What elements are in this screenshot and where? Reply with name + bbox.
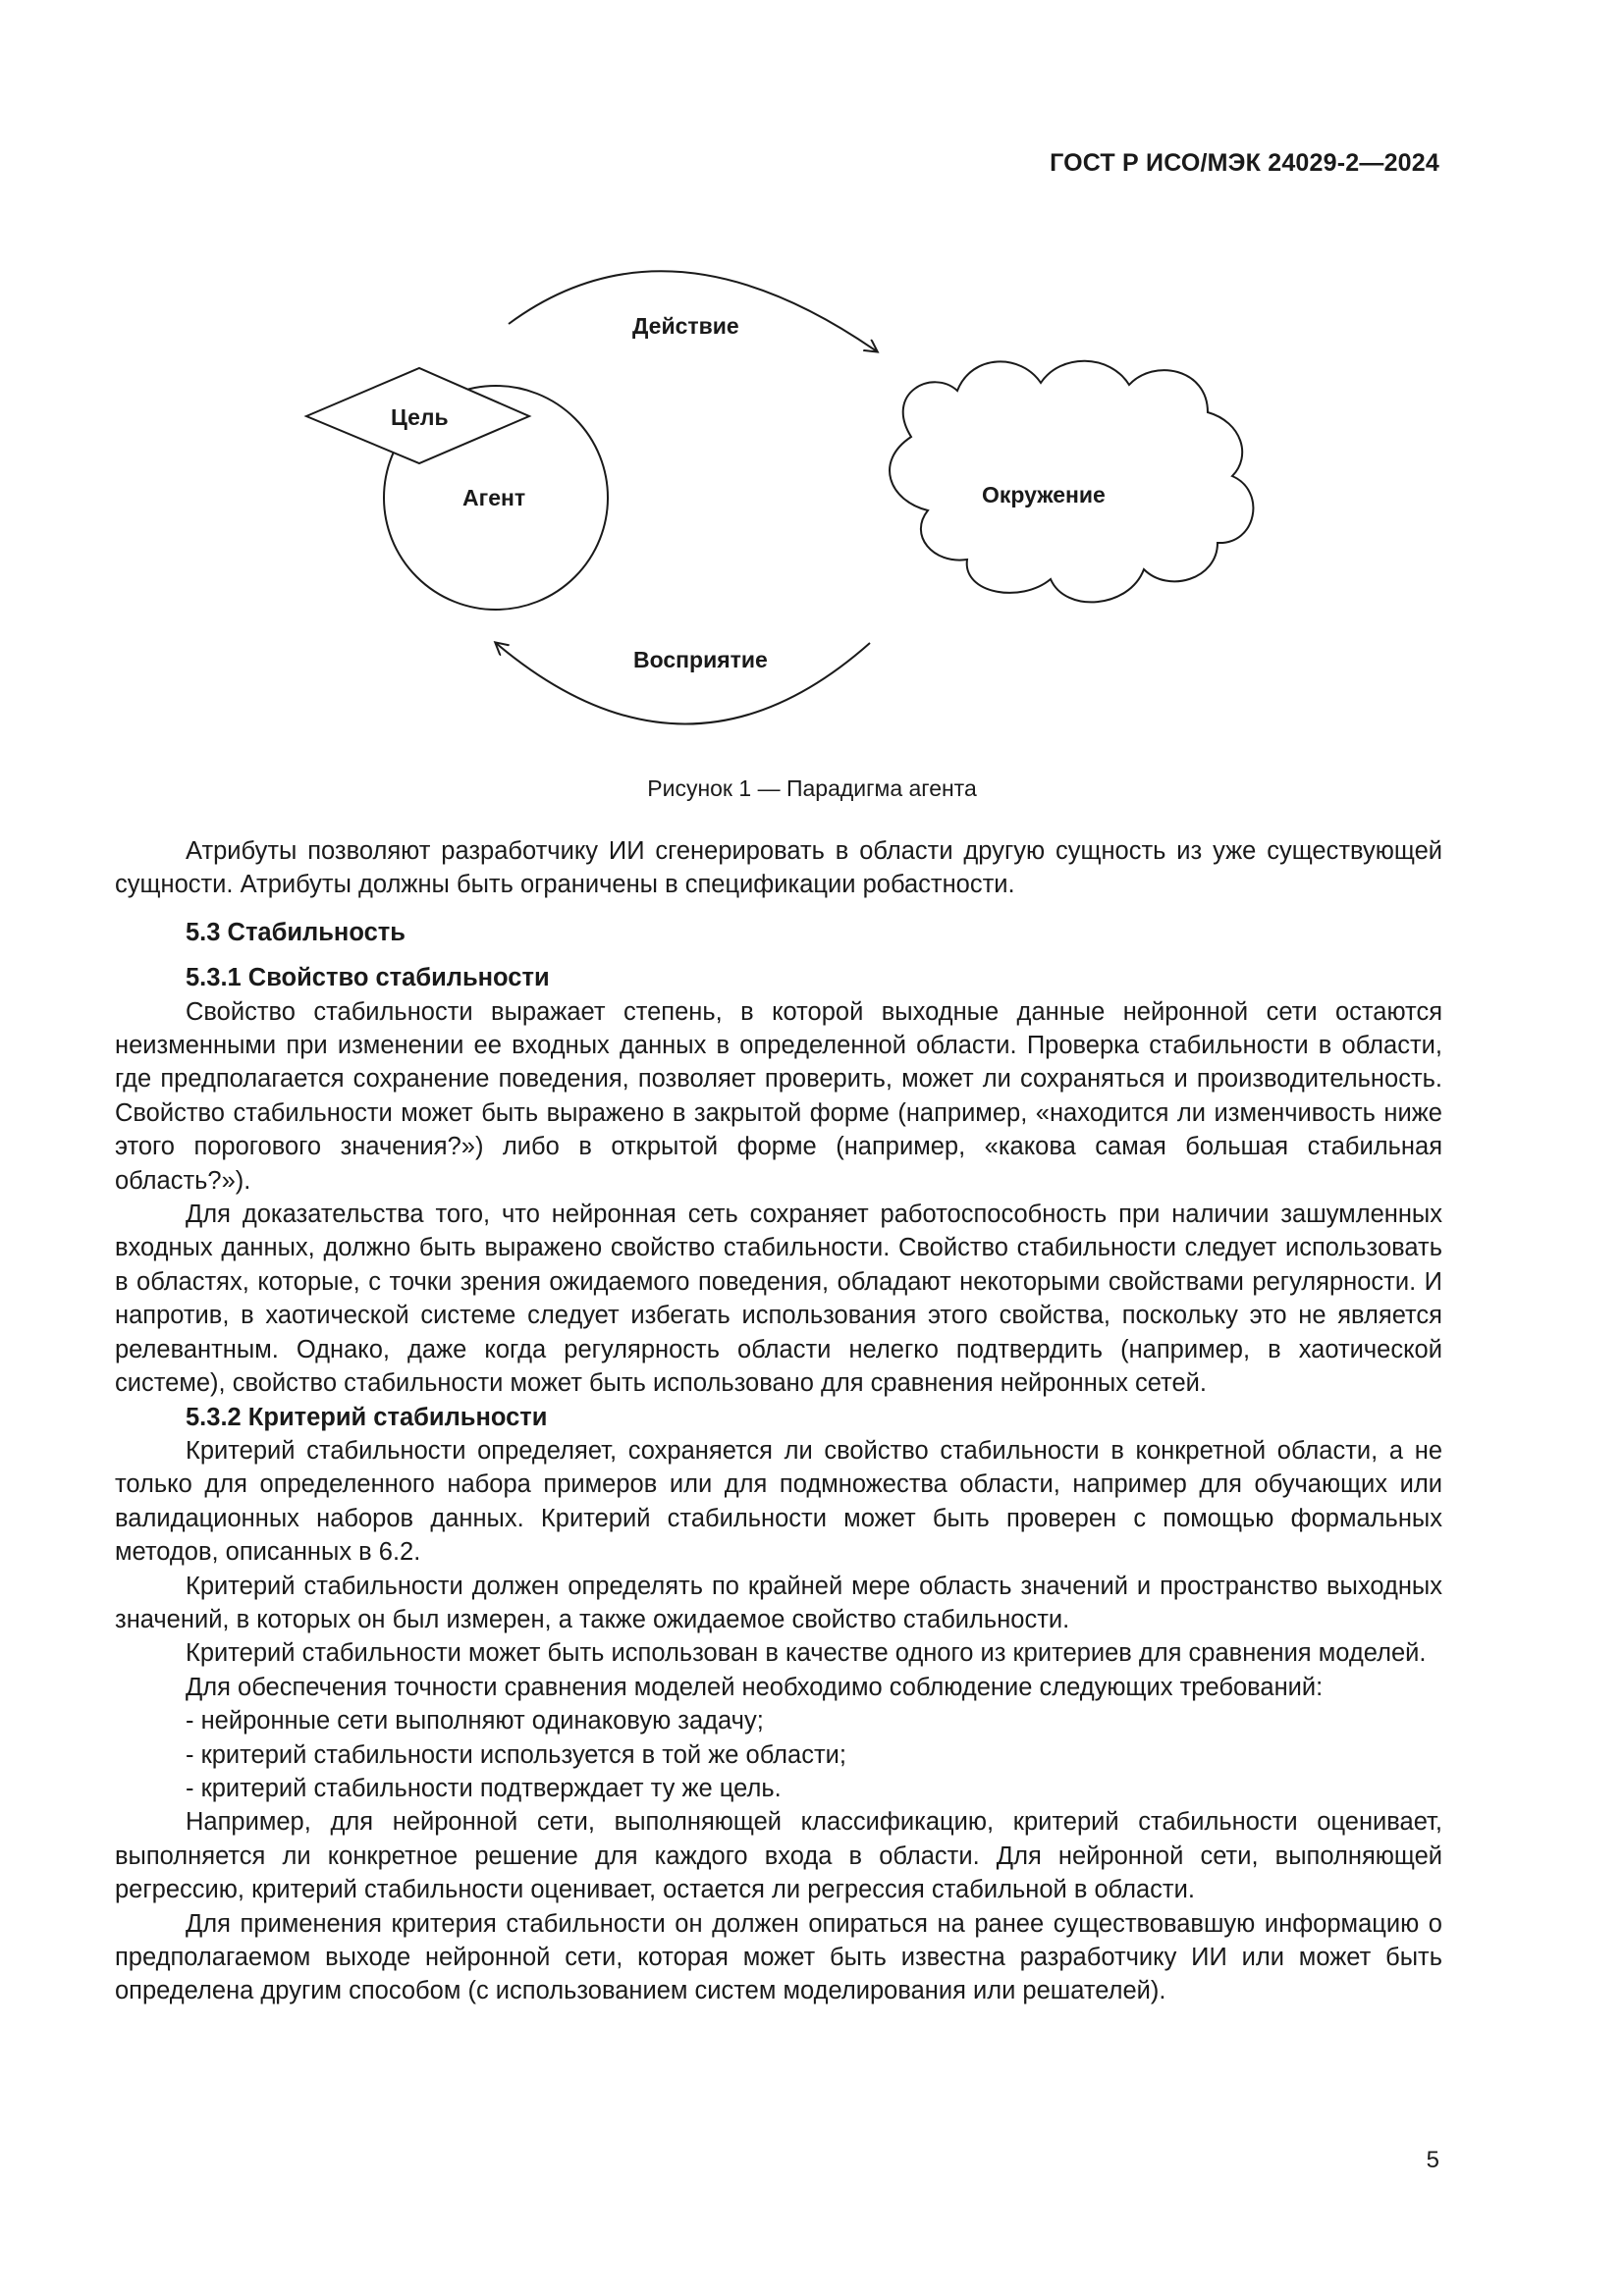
environment-label: Окружение	[982, 482, 1106, 507]
paragraph-attributes: Атрибуты позволяют разработчику ИИ сгенерировать в области другую сущность из уже существующей сущности. Атрибуты должны быть ограничены в спецификации робастности.	[115, 837, 1442, 899]
section-heading-5-3-2: 5.3.2 Критерий стабильности	[186, 1403, 548, 1431]
document-header: ГОСТ Р ИСО/МЭК 24029-2—2024	[1050, 149, 1439, 177]
section-heading-5-3-1: 5.3.1 Свойство стабильности	[186, 964, 550, 992]
page-number: 5	[1426, 2147, 1439, 2173]
section-heading-5-3: 5.3 Стабильность	[186, 918, 406, 946]
goal-label: Цель	[391, 404, 449, 430]
paragraph: Критерий стабильности определяет, сохраняется ли свойство стабильности в конкретной области, а не только для определенного набора примеров или для подмножества области, например для обучающих или валидационных наборов данных. Критерий стабильности может быть проверен с помощью формальных методов, описанных в 6.2.	[115, 1436, 1442, 1567]
paragraph: Для применения критерия стабильности он должен опираться на ранее существовавшую информацию о предполагаемом выходе нейронной сети, которая может быть известна разработчику ИИ или может быть определена другим способом (с использованием систем моделирования или решателей).	[115, 1909, 1442, 2005]
paragraph: Для доказательства того, что нейронная сеть сохраняет работоспособность при наличии зашумленных входных данных, должно быть выражено свойство стабильности. Свойство стабильности следует использовать в областях, которые, с точки зрения ожидаемого поведения, обладают некоторыми свойствами регулярности. И напротив, в хаотической системе следует избегать использования этого свойства, поскольку это не является релевантным. Однако, даже когда регулярность области нелегко подтвердить (например, в хаотической системе), свойство стабильности может быть использовано для сравнения нейронных сетей.	[115, 1201, 1442, 1398]
list-item: - нейронные сети выполняют одинаковую задачу;	[186, 1707, 764, 1735]
paragraph: Критерий стабильности может быть использован в качестве одного из критериев для сравнения моделей.	[186, 1639, 1427, 1668]
document-body	[115, 834, 1442, 2008]
list-item: - критерий стабильности подтверждает ту же цель.	[186, 1774, 782, 1802]
paragraph: Для обеспечения точности сравнения моделей необходимо соблюдение следующих требований:	[186, 1673, 1324, 1701]
paragraph: Критерий стабильности должен определять по крайней мере область значений и пространство выходных значений, в которых он был измерен, а также ожидаемое свойство стабильности.	[115, 1572, 1442, 1633]
paragraph: Свойство стабильности выражает степень, в которой выходные данные нейронной сети остаются неизменными при изменении ее входных данных в определенной области. Проверка стабильности в области, где предполагается сохранение поведения, позволяет проверить, может ли сохраняться и производительность. Свойство стабильности может быть выражено в закрытой форме (например, «находится ли изменчивость ниже этого порогового значения?») либо в открытой форме (например, «какова самая большая стабильная область?»).	[115, 997, 1442, 1195]
agent-paradigm-figure	[0, 0, 1624, 785]
perception-label: Восприятие	[633, 647, 768, 672]
action-arrow	[509, 271, 877, 351]
action-label: Действие	[632, 313, 739, 339]
list-item: - критерий стабильности используется в той же области;	[186, 1740, 846, 1769]
paragraph: Например, для нейронной сети, выполняющей классификацию, критерий стабильности оценивает, выполняется ли конкретное решение для каждого входа в области. Для нейронной сети, выполняющей регрессию, критерий стабильности оценивает, остается ли регрессия стабильной в области.	[115, 1808, 1442, 1904]
agent-label: Агент	[462, 485, 526, 510]
figure-caption: Рисунок 1 — Парадигма агента	[647, 775, 977, 801]
